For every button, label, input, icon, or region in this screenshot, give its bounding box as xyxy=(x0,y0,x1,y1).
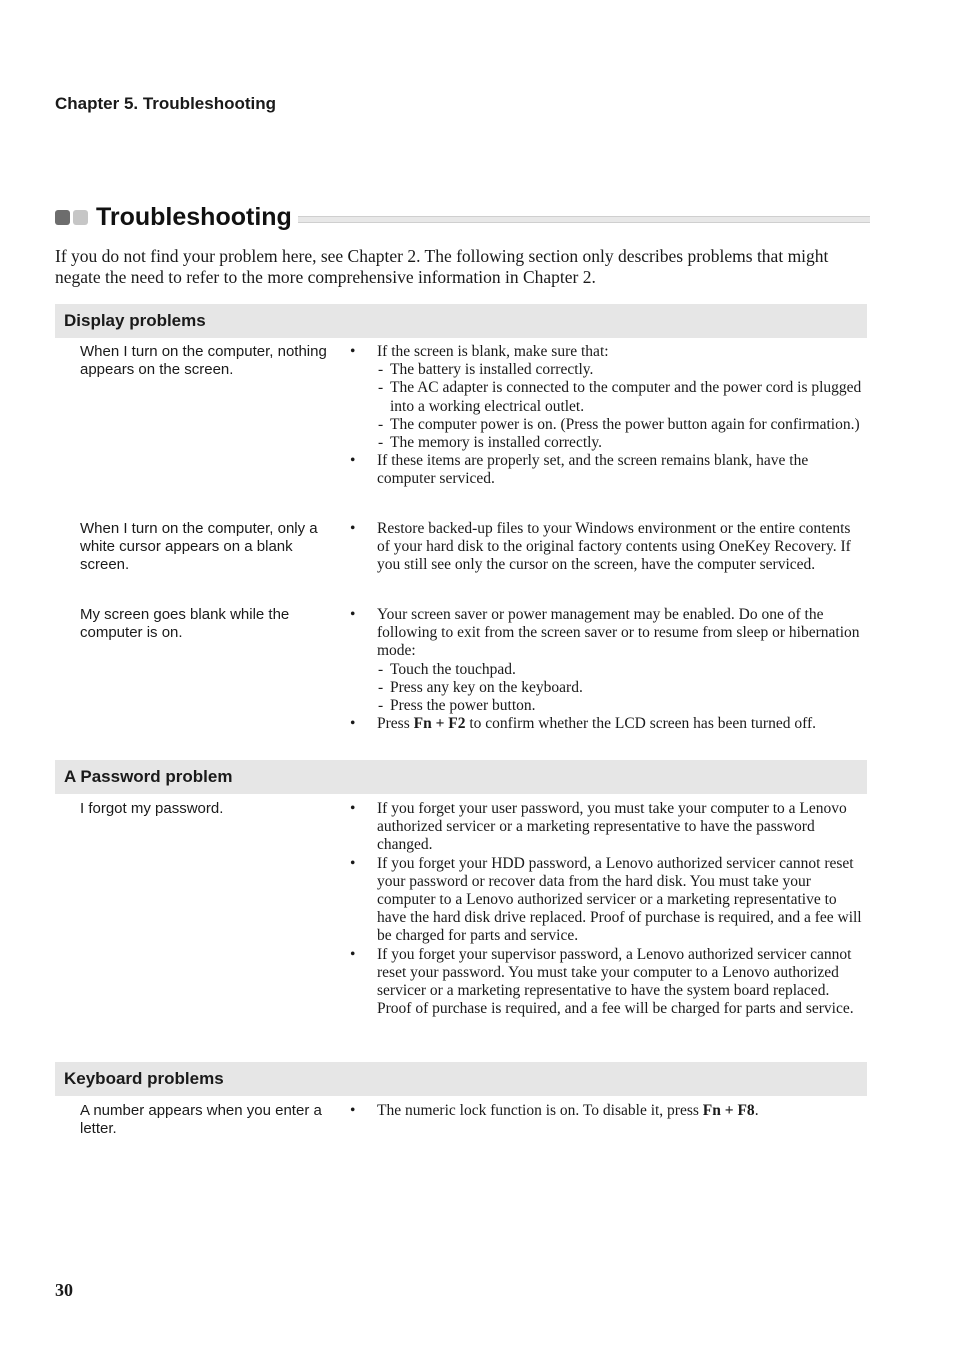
bullet-item: • Your screen saver or power management may be enabled. Do one of the following to exit from the screen saver or to resume from sleep or hibernation mode: xyxy=(347,606,862,661)
text-run: Press xyxy=(377,715,414,733)
intro-paragraph: If you do not find your problem here, see Chapter 2. The following section only describes problems that might negate the need to refer to the more comprehensive information in Chapter 2. xyxy=(55,246,829,287)
bullet-item: • If you forget your supervisor password, a Lenovo authorized servicer cannot reset your password. You must take your computer to a Lenovo authorized servicer or a marketing representative to have the system board replaced. Proof of purchase is required, and a fee will be charged for parts and service. xyxy=(347,946,862,1019)
page-number: 30 xyxy=(55,1280,73,1300)
bullet-item xyxy=(347,1102,862,1120)
chapter-header: Chapter 5. Troubleshooting xyxy=(55,94,277,113)
bullet-item: • Restore backed-up files to your Windows environment or the entire contents of your hard disk to the original factory contents using OneKey Recovery. If you still see only the cursor on the screen, have the computer serviced. xyxy=(347,520,862,575)
key-combo-fn-f2: Fn + F2 xyxy=(413,715,466,733)
text-run: . xyxy=(754,1102,759,1119)
title-squares-icon xyxy=(55,210,88,225)
problem-number-on-letter: A number appears when you enter a letter. xyxy=(80,1102,322,1137)
key-combo-fn-f8: Fn + F8 xyxy=(702,1102,755,1119)
bullet-item: • If these items are properly set, and the screen remains blank, have the computer serviced. xyxy=(347,452,862,488)
problem-white-cursor: When I turn on the computer, only a white cursor appears on a blank screen. xyxy=(80,520,318,573)
dash-item: - The AC adapter is connected to the computer and the power cord is plugged into a working electrical outlet. xyxy=(347,379,862,415)
solution-number-on-letter xyxy=(347,1102,862,1120)
bullet-item: • If you forget your HDD password, a Lenovo authorized servicer cannot reset your password or recover data from the hard disk. You must take your computer to a Lenovo authorized servicer or a marketing representative to have the hard disk drive replaced. Proof of purchase is required, and a fee will be charged for parts and service. xyxy=(347,855,862,946)
bullet-item: • If you forget your user password, you must take your computer to a Lenovo authorized servicer or a marketing representative to have the password changed. xyxy=(347,800,862,855)
problem-blank-screen: When I turn on the computer, nothing appears on the screen. xyxy=(80,343,327,378)
dash-item: - Press the power button. xyxy=(347,697,862,715)
dash-item: - The memory is installed correctly. xyxy=(347,434,862,452)
light-square-icon xyxy=(73,210,88,225)
problem-screen-goes-blank: My screen goes blank while the computer is on. xyxy=(80,606,290,641)
dash-item: - Press any key on the keyboard. xyxy=(347,679,862,697)
section-header-password: A Password problem xyxy=(55,760,867,794)
text-run: to confirm whether the LCD screen has been turned off. xyxy=(465,715,816,733)
title-row xyxy=(55,199,870,235)
dash-item: - The battery is installed correctly. xyxy=(347,361,862,379)
section-header-display: Display problems xyxy=(55,304,867,338)
dark-square-icon xyxy=(55,210,70,225)
solution-white-cursor xyxy=(347,520,862,575)
text-run: The numeric lock function is on. To disable it, press xyxy=(377,1102,703,1119)
solution-blank-screen xyxy=(347,343,862,489)
bullet-item: • If the screen is blank, make sure that: xyxy=(347,343,862,361)
dash-item: - Touch the touchpad. xyxy=(347,661,862,679)
title-rule xyxy=(298,216,870,223)
page-title: Troubleshooting xyxy=(96,202,292,231)
solution-screen-goes-blank xyxy=(347,606,862,733)
section-header-keyboard: Keyboard problems xyxy=(55,1062,867,1096)
problem-forgot-password: I forgot my password. xyxy=(80,800,224,817)
dash-item: - The computer power is on. (Press the power button again for confirmation.) xyxy=(347,416,862,434)
solution-forgot-password xyxy=(347,800,862,1018)
bullet-item xyxy=(347,715,862,733)
